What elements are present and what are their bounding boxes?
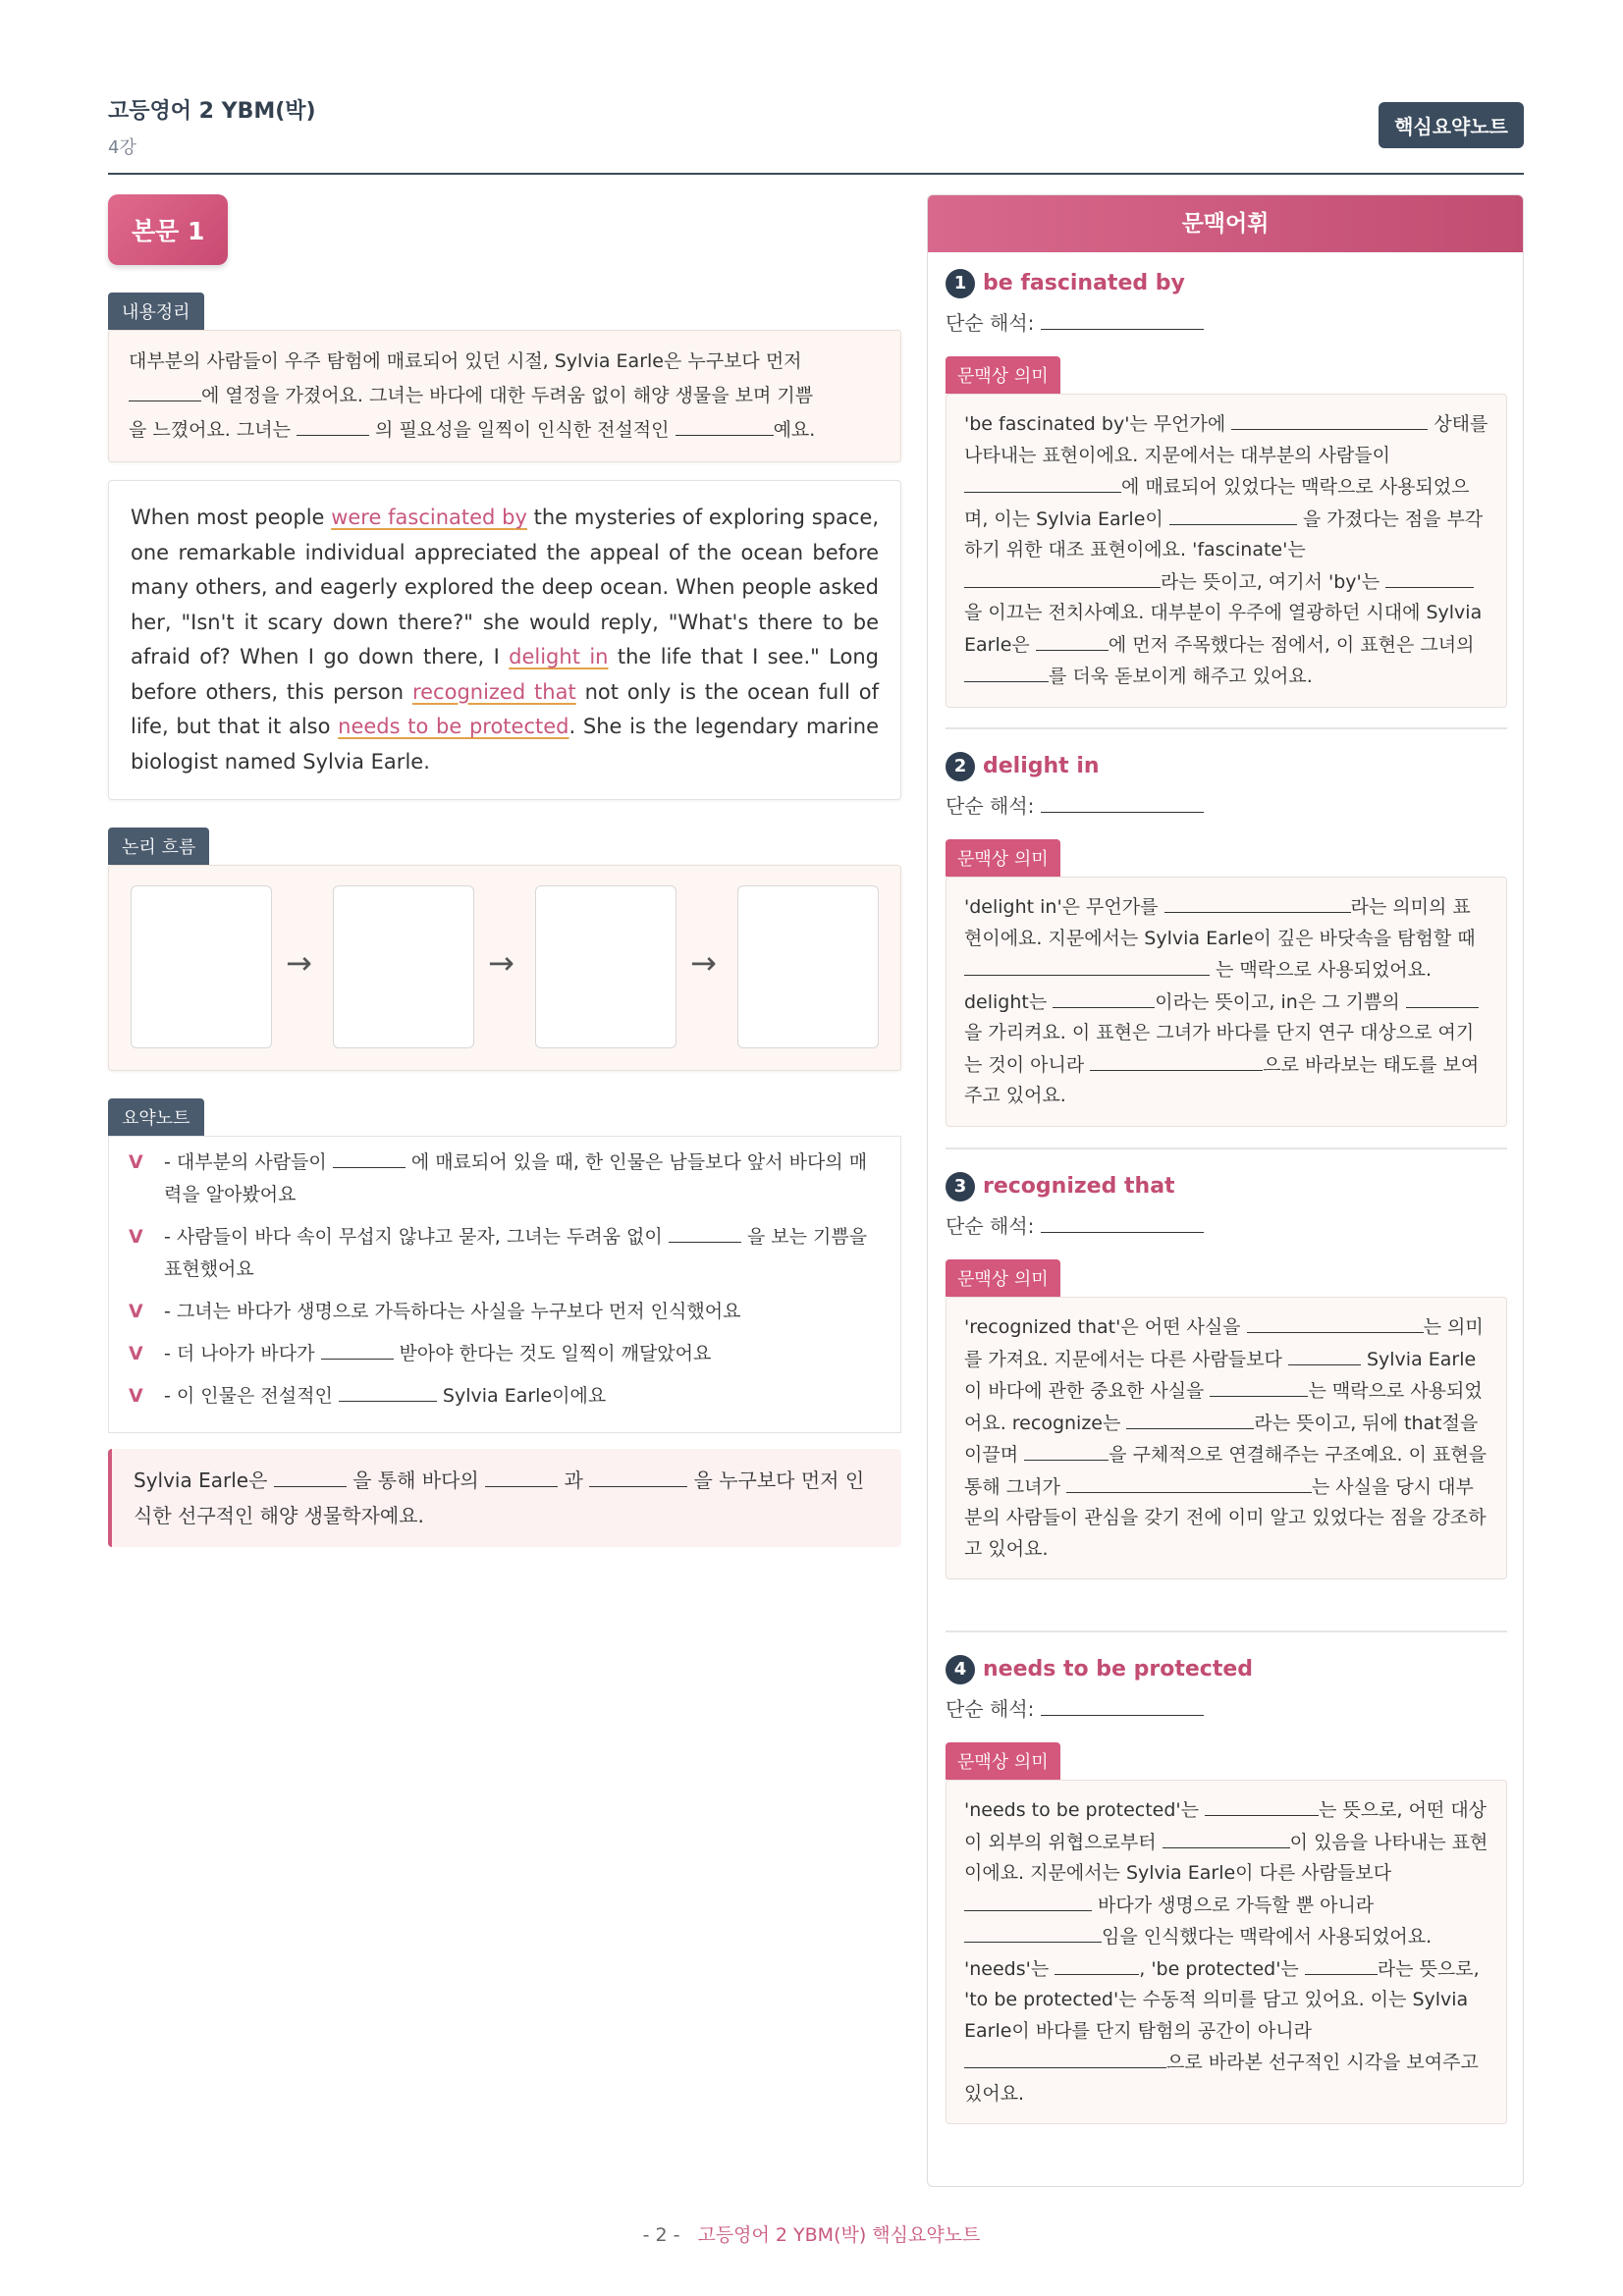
footer-title: 고등영어 2 YBM(박) 핵심요약노트 xyxy=(697,2224,981,2246)
ctx-text: 임을 인식했다는 맥락에서 사용되었어요. 'needs'는 xyxy=(964,1926,1433,1980)
ctx-text: 는 맥락으로 사용되었어요. delight는 xyxy=(964,959,1433,1013)
passage-text: not only is the ocean full of life, but that it also xyxy=(131,679,879,738)
passage-text: . She is the legendary marine biologist named Sylvia Earle. xyxy=(131,715,879,774)
summary-text-4: 의 필요성을 일찍이 인식한 전설적인 xyxy=(375,419,670,441)
ctx-text: Sylvia Earle이 바다에 관한 중요한 사실을 xyxy=(964,1348,1477,1402)
ctx-text: , 'be protected'는 xyxy=(1139,1957,1299,1980)
note-text: - 이 인물은 전설적인 xyxy=(164,1385,333,1407)
note-text: - 더 나아가 바다가 xyxy=(164,1343,315,1364)
ctx-text: 이라는 뜻이고, in은 그 기쁨의 xyxy=(1155,990,1400,1013)
vocab-term: delight in xyxy=(983,754,1100,778)
check-mark-icon: V xyxy=(129,1385,143,1407)
note-text: Sylvia Earle이에요 xyxy=(442,1385,607,1407)
page-footer xyxy=(0,2220,1623,2247)
context-meaning-tag: 문맥상 의미 xyxy=(946,1259,1060,1297)
ctx-text: 'be fascinated by'는 무언가에 xyxy=(964,413,1226,435)
blank[interactable] xyxy=(1163,1827,1290,1848)
ctx-text: 바다가 생명으로 가득할 뿐 아니라 xyxy=(1098,1894,1375,1916)
number-badge: 1 xyxy=(946,269,975,298)
blank[interactable] xyxy=(964,566,1161,588)
blank[interactable] xyxy=(339,1380,437,1402)
blank[interactable] xyxy=(1406,987,1479,1008)
ctx-text: 을 이끄는 전치사예요. 대부분이 우주에 열광하던 시대에 Sylvia Earle은 xyxy=(964,602,1483,656)
highlight-delight-in: delight in xyxy=(509,645,609,668)
simple-translation-label: 단순 해석: xyxy=(946,794,1035,818)
blank[interactable] xyxy=(1090,1049,1263,1071)
arrow-right-icon: → xyxy=(690,944,717,982)
divider xyxy=(946,727,1507,729)
blank[interactable] xyxy=(1053,987,1155,1008)
vocab-term: recognized that xyxy=(983,1174,1175,1199)
summary-notes-box xyxy=(108,1136,901,1433)
summary-notes-tag: 요약노트 xyxy=(108,1098,204,1136)
ctx-text: 으로 바라본 선구적인 시각을 보여주고 있어요. xyxy=(964,2052,1479,2105)
ctx-text: 라는 뜻으로, 'to be protected'는 수동적 의미를 담고 있어요. 이는 Sylvia Earle이 바다를 단지 탐험의 공간이 아니라 xyxy=(964,1957,1480,2042)
blank[interactable] xyxy=(1205,1794,1319,1816)
ctx-text: 상태를 나타내는 표현이에요. 지문에서는 대부분의 사람들이 xyxy=(964,413,1488,466)
note-item xyxy=(129,1338,881,1370)
note-item xyxy=(129,1296,881,1328)
lesson-label: 4강 xyxy=(108,137,136,158)
blank[interactable] xyxy=(1385,566,1474,588)
blank[interactable] xyxy=(485,1466,558,1487)
note-text: 받아야 한다는 것도 일찍이 깨달았어요 xyxy=(399,1343,712,1364)
blank[interactable] xyxy=(1210,1375,1308,1397)
ctx-text: 을 가리켜요. 이 표현은 그녀가 바다를 단지 연구 대상으로 여기는 것이 아니라 xyxy=(964,1022,1475,1076)
blank[interactable] xyxy=(1041,308,1204,330)
blank[interactable] xyxy=(1066,1471,1312,1493)
passage-text: the mysteries of exploring space, one remarkable individual appreciated the appeal of the ocean before many others, and eagerly explored the deep ocean. When people asked her, "Isn't it scary down there?" she would reply, "What's there to be afraid of? When I go down there, I xyxy=(131,506,879,668)
ctx-text: 'needs to be protected'는 xyxy=(964,1799,1199,1821)
page-header xyxy=(108,94,1524,175)
context-meaning-tag: 문맥상 의미 xyxy=(946,1742,1060,1780)
blank[interactable] xyxy=(1305,1953,1378,1975)
flow-card-1[interactable] xyxy=(131,885,272,1048)
summary-text-2: 에 열정을 가졌어요. 그녀는 바다에 대한 두려움 없이 해양 생물을 보며 기쁨 xyxy=(201,385,814,406)
blank[interactable] xyxy=(964,1921,1102,1943)
blank[interactable] xyxy=(669,1221,741,1243)
conclusion-box xyxy=(108,1449,901,1547)
blank[interactable] xyxy=(1024,1439,1109,1461)
blank[interactable] xyxy=(589,1466,687,1487)
number-badge: 3 xyxy=(946,1172,975,1201)
ctx-text: 'recognized that'은 어떤 사실을 xyxy=(964,1316,1241,1338)
summary-tag: 내용정리 xyxy=(108,293,204,330)
blank[interactable] xyxy=(1126,1408,1254,1429)
summary-text-3: 을 느꼈어요. 그녀는 xyxy=(129,419,291,441)
left-column xyxy=(108,194,901,1547)
passage-text: When most people xyxy=(131,506,332,529)
arrow-right-icon: → xyxy=(488,944,514,982)
logic-flow-tag: 논리 흐름 xyxy=(108,828,209,865)
ctx-text: 으로 바라보는 태도를 보여주고 있어요. xyxy=(964,1053,1480,1106)
blank[interactable] xyxy=(274,1466,347,1487)
conclusion-text: Sylvia Earle은 xyxy=(134,1468,268,1492)
ctx-text: 라는 뜻이고, 여기서 'by'는 xyxy=(1161,570,1380,593)
blank[interactable] xyxy=(1055,1953,1139,1975)
vocab-item-1 xyxy=(946,266,1507,708)
blank[interactable] xyxy=(333,1147,406,1168)
vocab-item-4 xyxy=(946,1652,1507,2124)
ctx-text: 을 구체적으로 연결해주는 구조예요. 이 표현을 통해 그녀가 xyxy=(964,1444,1488,1498)
number-badge: 4 xyxy=(946,1655,975,1684)
note-item xyxy=(129,1380,881,1413)
document-title: 고등영어 2 YBM(박) xyxy=(108,99,316,124)
check-mark-icon: V xyxy=(129,1343,143,1364)
ctx-text: 'delight in'은 무언가를 xyxy=(964,896,1159,918)
reading-passage xyxy=(108,480,901,800)
conclusion-text: 을 누구보다 먼저 인식한 선구적인 해양 생물학자예요. xyxy=(134,1468,865,1527)
note-text: - 사람들이 바다 속이 무섭지 않냐고 묻자, 그녀는 두려움 없이 xyxy=(164,1226,663,1248)
blank[interactable] xyxy=(1041,791,1204,813)
note-text: 을 보는 기쁨을 표현했어요 xyxy=(164,1226,868,1280)
flow-card-3[interactable] xyxy=(535,885,676,1048)
note-item xyxy=(129,1221,881,1286)
conclusion-text: 과 xyxy=(564,1468,583,1492)
page-number: - 2 - xyxy=(642,2224,680,2246)
blank[interactable] xyxy=(129,380,201,401)
blank[interactable] xyxy=(1041,1211,1204,1233)
ctx-text: 라는 뜻이고, 뒤에 that절을 이끌며 xyxy=(964,1412,1479,1466)
section-title: 본문 1 xyxy=(108,194,228,265)
highlight-were-fascinated-by: were fascinated by xyxy=(331,506,527,529)
check-mark-icon: V xyxy=(129,1301,143,1322)
ctx-text: 을 가졌다는 점을 부각하기 위한 대조 표현이에요. 'fascinate'는 xyxy=(964,507,1484,561)
blank[interactable] xyxy=(297,414,369,436)
blank[interactable] xyxy=(964,661,1049,682)
arrow-right-icon: → xyxy=(286,944,312,982)
flow-card-4[interactable] xyxy=(737,885,879,1048)
vocab-term: be fascinated by xyxy=(983,271,1185,295)
summary-note-badge: 핵심요약노트 xyxy=(1379,102,1524,148)
blank[interactable] xyxy=(1169,504,1297,525)
passage-text: the life that I see." Long before others, this person xyxy=(131,645,879,704)
ctx-text: 라는 의미의 표현이에요. 지문에서는 Sylvia Earle이 깊은 바닷속을 탐험할 때 xyxy=(964,896,1476,949)
note-text: 에 매료되어 있을 때, 한 인물은 남들보다 앞서 바다의 매력을 알아봤어요 xyxy=(164,1151,868,1205)
check-mark-icon: V xyxy=(129,1226,143,1248)
context-meaning-box xyxy=(946,394,1507,708)
flow-card-2[interactable] xyxy=(333,885,474,1048)
number-badge: 2 xyxy=(946,752,975,781)
simple-translation-label: 단순 해석: xyxy=(946,311,1035,335)
blank[interactable] xyxy=(964,471,1121,493)
vocab-item-3 xyxy=(946,1169,1507,1579)
blank[interactable] xyxy=(964,2047,1166,2068)
blank[interactable] xyxy=(964,954,1210,976)
note-text: - 대부분의 사람들이 xyxy=(164,1151,327,1173)
summary-text-5: 예요. xyxy=(773,419,816,441)
simple-translation-label: 단순 해석: xyxy=(946,1697,1035,1721)
note-item xyxy=(129,1147,881,1211)
divider xyxy=(946,1630,1507,1632)
blank[interactable] xyxy=(1036,629,1109,651)
highlight-recognized-that: recognized that xyxy=(411,679,576,704)
blank[interactable] xyxy=(964,1890,1092,1911)
blank[interactable] xyxy=(321,1338,394,1360)
context-meaning-box xyxy=(946,1780,1507,2124)
ctx-text: 이 있음을 나타내는 표현이에요. 지문에서는 Sylvia Earle이 다른 사람들보다 xyxy=(964,1831,1488,1884)
vocab-panel-header: 문맥어휘 xyxy=(928,195,1523,252)
highlight-needs-to-be-protected: needs to be protected xyxy=(338,715,569,738)
ctx-text: 를 더욱 돋보이게 해주고 있어요. xyxy=(1049,666,1313,687)
blank[interactable] xyxy=(1041,1694,1204,1716)
vocab-term: needs to be protected xyxy=(983,1657,1253,1682)
ctx-text: 는 사실을 당시 대부분의 사람들이 관심을 갖기 전에 이미 알고 있었다는 점을 강조하고 있어요. xyxy=(964,1475,1487,1560)
ctx-text: 에 먼저 주목했다는 점에서, 이 표현은 그녀의 xyxy=(1108,633,1475,656)
note-text: - 그녀는 바다가 생명으로 가득하다는 사실을 누구보다 먼저 인식했어요 xyxy=(164,1301,741,1322)
context-meaning-tag: 문맥상 의미 xyxy=(946,839,1060,877)
context-meaning-tag: 문맥상 의미 xyxy=(946,356,1060,394)
divider xyxy=(946,1148,1507,1149)
conclusion-text: 을 통해 바다의 xyxy=(352,1468,479,1492)
blank[interactable] xyxy=(1247,1311,1424,1333)
ctx-text: 는 의미를 가져요. 지문에서는 다른 사람들보다 xyxy=(964,1316,1484,1370)
content-summary-box xyxy=(108,330,901,462)
ctx-text: 는 뜻으로, 어떤 대상이 외부의 위협으로부터 xyxy=(964,1799,1488,1853)
context-meaning-box xyxy=(946,877,1507,1127)
logic-flow-box xyxy=(108,865,901,1071)
ctx-text: 는 맥락으로 사용되었어요. recognize는 xyxy=(964,1380,1483,1434)
ctx-text: 에 매료되어 있었다는 맥락으로 사용되었으며, 이는 Sylvia Earle이 xyxy=(964,476,1470,530)
blank[interactable] xyxy=(676,414,774,436)
simple-translation-label: 단순 해석: xyxy=(946,1214,1035,1238)
check-mark-icon: V xyxy=(129,1151,143,1173)
context-vocabulary-panel xyxy=(927,194,1524,2187)
blank[interactable] xyxy=(1288,1344,1361,1365)
blank[interactable] xyxy=(1231,408,1428,430)
summary-text-1: 대부분의 사람들이 우주 탐험에 매료되어 있던 시절, Sylvia Earle은 누구보다 먼저 xyxy=(129,350,802,372)
vocab-item-2 xyxy=(946,749,1507,1127)
context-meaning-box xyxy=(946,1297,1507,1579)
blank[interactable] xyxy=(1164,891,1351,913)
